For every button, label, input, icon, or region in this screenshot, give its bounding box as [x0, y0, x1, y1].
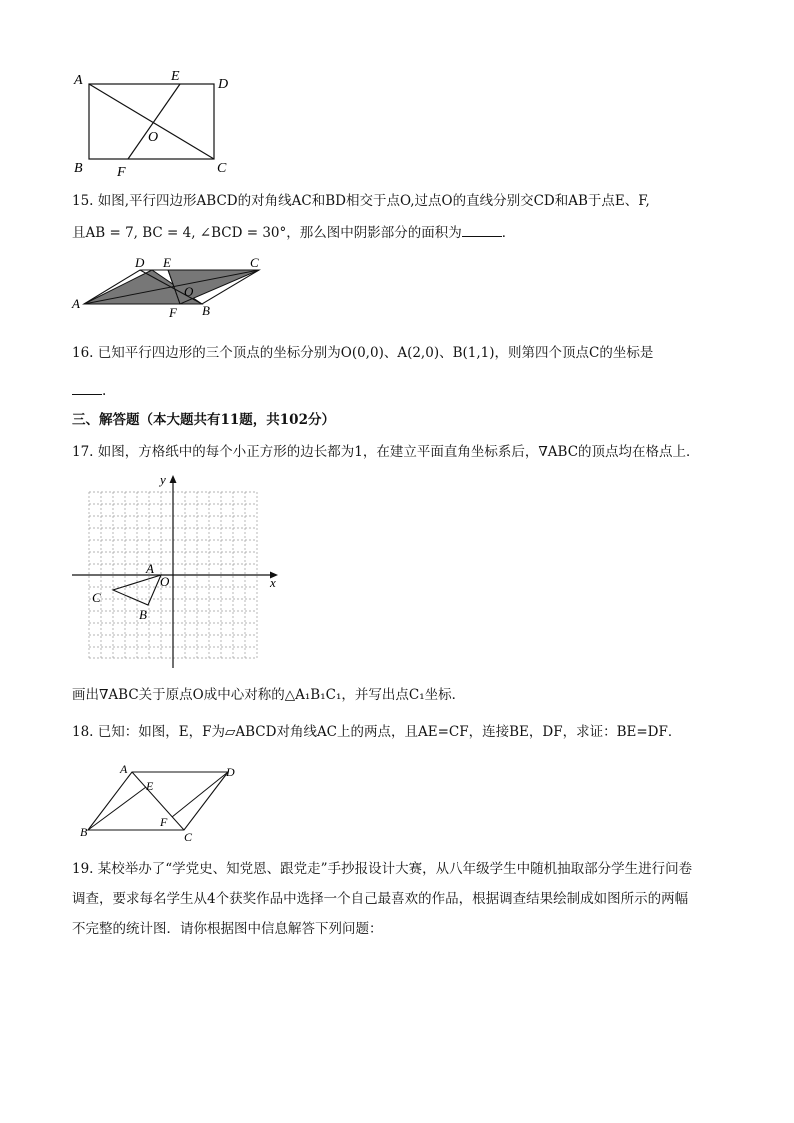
label-e: E	[171, 69, 180, 84]
segment-be	[88, 787, 146, 830]
diagonal-ac	[89, 84, 214, 159]
label-d: D	[135, 255, 145, 270]
y-axis-arrow	[170, 475, 177, 483]
label-f: F	[160, 815, 168, 829]
segment-df	[172, 772, 228, 817]
q19-line2: 调查，要求每名学生从4个获奖作品中选择一个自己最喜欢的作品，根据调查结果绘制成如图所示的两幅	[72, 891, 689, 907]
label-a: A	[120, 762, 128, 776]
q16-line2-end: .	[102, 383, 107, 399]
q15-line2	[72, 222, 515, 243]
parallelogram-shaded-figure	[68, 254, 278, 320]
q16-answer-blank	[72, 380, 102, 395]
triangle-abc	[113, 575, 161, 605]
label-o: O	[160, 574, 170, 589]
label-a: A	[74, 73, 83, 88]
q16-line2	[72, 380, 106, 401]
q18-line1: 18. 已知：如图，E，F为▱ABCD对角线AC上的两点，且AE=CF，连接BE，DF，求证：BE=DF．	[72, 724, 682, 740]
label-d: D	[218, 77, 229, 92]
q17-line1: 17. 如图，方格纸中的每个小正方形的边长都为1，在建立平面直角坐标系后，∇ABC的顶点均在格点上．	[72, 444, 700, 460]
label-y: y	[160, 472, 166, 487]
label-c: C	[250, 255, 259, 270]
label-a: A	[146, 561, 154, 576]
shaded-triangle-right	[168, 270, 259, 304]
section-3-heading: 三、解答题（本大题共有11题，共102分）	[72, 412, 335, 428]
rectangle-figure	[60, 62, 240, 184]
parallelogram-ef-figure	[76, 760, 246, 844]
q15-line2-end: ．	[501, 225, 516, 241]
q16-line1: 16. 已知平行四边形的三个顶点的坐标分别为O(0,0)、A(2,0)、B(1,1)，则第四个顶点C的坐标是	[72, 345, 654, 361]
label-b: B	[202, 303, 210, 318]
q19-line1: 19. 某校举办了“学党史、知党恩、跟党走”手抄报设计大赛，从八年级学生中随机抽取部分学生进行问卷	[72, 861, 693, 877]
coordinate-grid-figure	[60, 470, 290, 674]
label-b: B	[139, 607, 147, 622]
label-d: D	[226, 765, 235, 779]
label-x: x	[270, 575, 276, 590]
line-ef	[128, 84, 180, 159]
diagonal-ac	[132, 772, 184, 830]
label-o: O	[184, 284, 194, 299]
label-b: B	[80, 825, 88, 839]
label-f: F	[117, 165, 126, 180]
label-a: A	[72, 296, 80, 311]
label-f: F	[169, 305, 177, 320]
q15-line1: 15. 如图,平行四边形ABCD的对角线AC和BD相交于点O,过点O的直线分别交CD和AB于点E、F,	[72, 193, 650, 209]
q15-line2-text: 且AB = 7, BC = 4, ∠BCD = 30°，那么图中阴影部分的面积为	[72, 225, 462, 241]
q17-line2: 画出∇ABC关于原点O成中心对称的△A₁B₁C₁，并写出点C₁坐标．	[72, 687, 466, 703]
label-c: C	[217, 161, 227, 176]
label-c: C	[92, 590, 101, 605]
label-b: B	[74, 161, 83, 176]
label-c: C	[184, 830, 193, 844]
q15-answer-blank	[462, 222, 502, 237]
q19-line3: 不完整的统计图．请你根据图中信息解答下列问题：	[72, 921, 383, 937]
label-o: O	[148, 130, 159, 145]
label-e: E	[163, 255, 171, 270]
label-e: E	[146, 779, 154, 793]
